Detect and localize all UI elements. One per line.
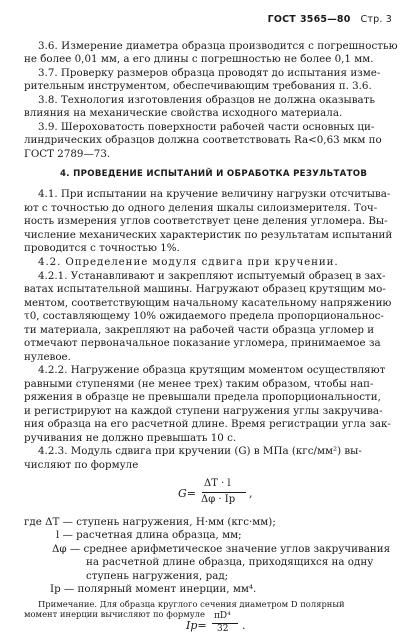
text-line: 3.7. Проверку размеров образца проводят до испытания изме- <box>38 67 381 79</box>
text-line: ГОСТ 2789—73. <box>24 148 111 160</box>
text-line: 3.9. Шероховатость поверхности рабочей части основных ци- <box>38 121 375 133</box>
text-line: ность измерения углов соответствует цене деления угломера. Вы- <box>24 215 388 227</box>
text-line: τ0, составляющему 10% ожидаемого предела пропорциональнос- <box>24 310 384 322</box>
text-line: ния образца на его расчетной длине. Время регистрации угла зак- <box>24 418 391 430</box>
text-line: 4.2.3. Модуль сдвига при кручении (G) в МПа (кгс/мм²) вы- <box>38 445 362 457</box>
legend-line: ступень нагружения, рад; <box>86 570 229 582</box>
formula-end: . <box>242 619 246 632</box>
text-line: ручивания не должно превышать 10 с. <box>24 432 237 444</box>
text-line: 4.2.2. Нагружение образца крутящим моментом осуществляют <box>38 364 386 376</box>
text-line: влияния на механические свойства исходного материала. <box>24 107 343 119</box>
text-line: ряжения в образце не превышали предела пропорциональности, <box>24 391 381 403</box>
text-line: 3.8. Технология изготовления образцов не должна оказывать <box>38 94 375 106</box>
text-line: 3.6. Измерение диаметра образца производится с погрешностью <box>38 40 398 52</box>
text-line: ментом, соответствующим начальному касательному напряжению <box>24 297 392 309</box>
formula-numerator: ΔT · l <box>204 478 231 489</box>
text-line: нулевое. <box>24 351 71 363</box>
text-line: ти материала, закрепляют на рабочей части образца угломер и <box>24 324 375 336</box>
text-line: равными ступенями (не менее трех) таким образом, чтобы нап- <box>24 378 374 390</box>
legend-line: где ΔT — ступень нагружения, Н·мм (кгс·мм); <box>24 516 276 528</box>
text-line: ватах испытательной машины. Нагружают образец крутящим мо- <box>24 283 386 295</box>
formula-denominator: 32 <box>217 624 229 634</box>
page-header <box>268 14 392 25</box>
text-line: 4.2.1. Устанавливают и закрепляют испытуемый образец в зах- <box>38 270 386 282</box>
header-gost: ГОСТ <box>267 14 296 25</box>
formula-denominator: Δφ · Ip <box>201 494 236 505</box>
legend-line: Δφ — среднее арифметическое значение углов закручивания <box>52 543 391 555</box>
note-line: момент инерции вычисляют по формуле <box>24 609 205 619</box>
text-line: числение механических характеристик по результатам испытаний <box>24 229 393 241</box>
fraction-bar <box>202 492 246 493</box>
text-line: и регистрируют на каждой ступени нагружения углы закручива- <box>24 405 383 417</box>
text-line: ют с точностью до одного деления шкалы силоизмерителя. Точ- <box>24 202 378 214</box>
header-page: Стр. 3 <box>360 14 392 25</box>
section-heading: 4. ПРОВЕДЕНИЕ ИСПЫТАНИЙ И ОБРАБОТКА РЕЗУЛЬТАТОВ <box>60 169 368 179</box>
legend-line: l — расчетная длина образца, мм; <box>56 529 242 541</box>
note-line: Примечание. Для образца круглого сечения диаметром D полярный <box>38 599 345 609</box>
legend-line: Ip — полярный момент инерции, мм⁴. <box>50 583 257 595</box>
subsection-heading: 4.2. Определение модуля сдвига при кручении. <box>38 256 339 268</box>
text-line: линдрических образцов должна соответствовать Ra<0,63 мкм по <box>24 134 382 146</box>
text-line: отмечают первоначальное показание угломера, принимаемое за <box>24 337 381 349</box>
formula-lhs: G= <box>178 487 197 500</box>
text-line: проводится с точностью 1%. <box>24 242 180 254</box>
formula-numerator: πD⁴ <box>214 611 231 621</box>
formula-end: , <box>249 487 253 500</box>
text-line: числяют по формуле <box>24 459 139 471</box>
legend-line: на расчетной длине образца, приходящихся на одну <box>86 556 374 568</box>
formula-lhs: Ip= <box>186 619 207 632</box>
text-line: 4.1. При испытании на кручение величину нагрузки отсчитыва- <box>38 188 391 200</box>
text-line: рительным инструментом, обеспечивающим требования п. 3.6. <box>24 80 372 92</box>
header-number: 3565—80 <box>299 14 351 25</box>
text-line: не более 0,01 мм, а его длины с погрешностью не более 0,1 мм. <box>24 53 374 65</box>
